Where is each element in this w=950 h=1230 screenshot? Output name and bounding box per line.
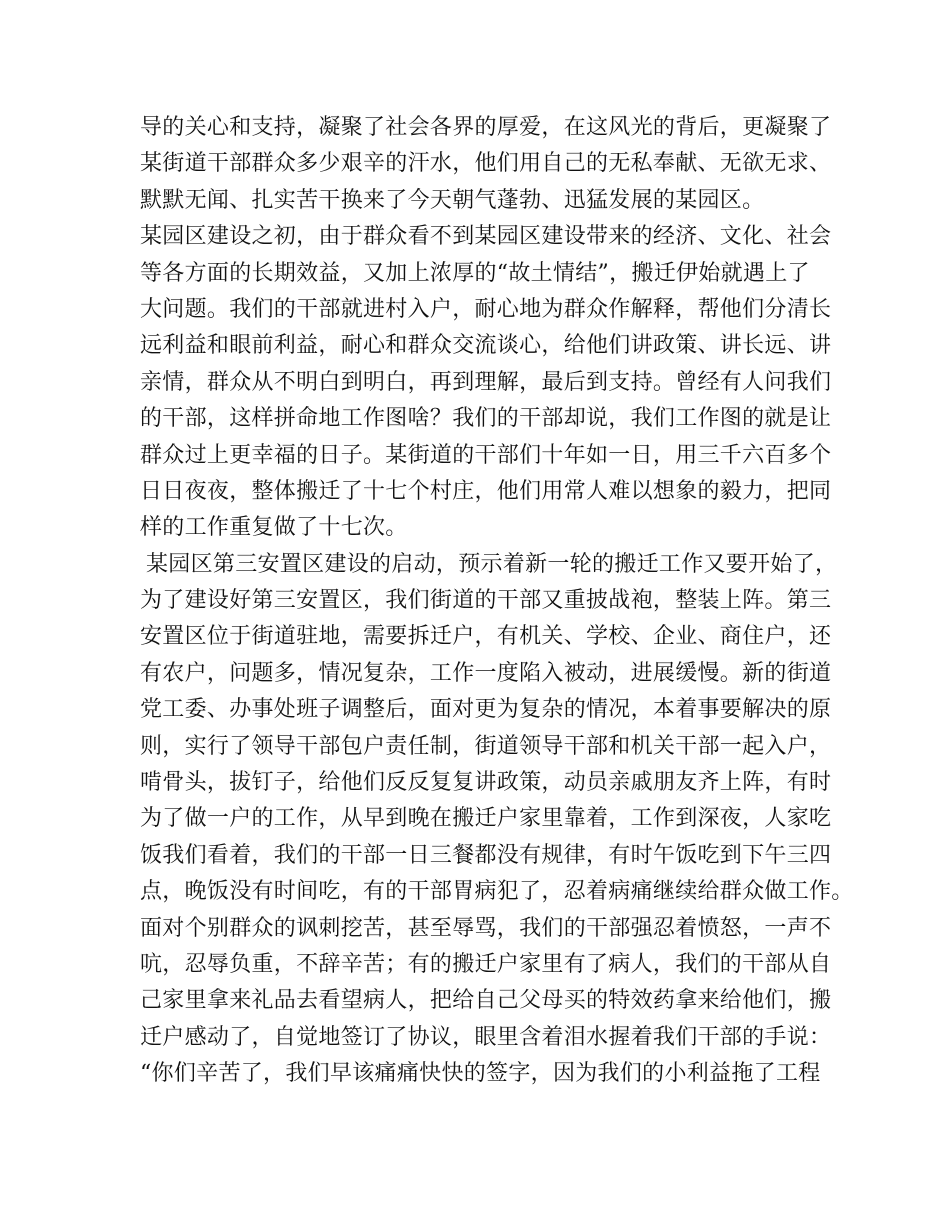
text-line: 面对个别群众的讽刺挖苦，甚至辱骂，我们的干部强忍着愤怒，一声不 bbox=[140, 915, 832, 941]
text-line: 为了做一户的工作，从早到晚在搬迁户家里靠着，工作到深夜，人家吃 bbox=[140, 806, 832, 832]
text-line: 己家里拿来礼品去看望病人，把给自己父母买的特效药拿来给他们，搬 bbox=[140, 988, 832, 1014]
text-line: 默默无闻、扎实苦干换来了今天朝气蓬勃、迅猛发展的某园区。 bbox=[140, 187, 765, 213]
text-line: 啃骨头，拔钉子，给他们反反复复讲政策，动员亲戚朋友齐上阵，有时 bbox=[140, 770, 832, 796]
text-line: 大问题。我们的干部就进村入户，耐心地为群众作解释，帮他们分清长 bbox=[140, 296, 832, 322]
text-line: 则，实行了领导干部包户责任制，街道领导干部和机关干部一起入户， bbox=[140, 733, 832, 759]
text-line: 点，晚饭没有时间吃，有的干部胃病犯了，忍着病痛继续给群众做工作。 bbox=[140, 879, 854, 905]
text-line: 样的工作重复做了十七次。 bbox=[140, 515, 408, 541]
text-line: 导的关心和支持，凝聚了社会各界的厚爱，在这风光的背后，更凝聚了 bbox=[140, 115, 832, 140]
text-line: 的干部，这样拼命地工作图啥？我们的干部却说，我们工作图的就是让 bbox=[140, 406, 832, 432]
text-line: 党工委、办事处班子调整后，面对更为复杂的情况，本着事要解决的原 bbox=[140, 697, 832, 723]
text-line: 日日夜夜，整体搬迁了十七个村庄，他们用常人难以想象的毅力，把同 bbox=[140, 478, 832, 504]
text-line: 有农户，问题多，情况复杂，工作一度陷入被动，进展缓慢。新的街道 bbox=[140, 660, 832, 686]
text-line: 安置区位于街道驻地，需要拆迁户，有机关、学校、企业、商住户，还 bbox=[140, 624, 832, 650]
text-line: 迁户感动了，自觉地签订了协议，眼里含着泪水握着我们干部的手说： bbox=[140, 1024, 832, 1050]
text-line: 某园区建设之初，由于群众看不到某园区建设带来的经济、文化、社会 bbox=[140, 224, 832, 250]
text-line: 亲情，群众从不明白到明白，再到理解，最后到支持。曾经有人问我们 bbox=[140, 369, 832, 395]
text-line: 某街道干部群众多少艰辛的汗水，他们用自己的无私奉献、无欲无求、 bbox=[140, 151, 832, 177]
text-line: “你们辛苦了，我们早该痛痛快快的签字，因为我们的小利益拖了工程 bbox=[140, 1061, 821, 1087]
text-line: 等各方面的长期效益，又加上浓厚的“故土情结”，搬迁伊始就遇上了 bbox=[140, 260, 810, 286]
text-line: 为了建设好第三安置区，我们街道的干部又重披战袍，整装上阵。第三 bbox=[140, 588, 832, 614]
body-text bbox=[140, 110, 854, 1093]
text-line: 某园区第三安置区建设的启动，预示着新一轮的搬迁工作又要开始了， bbox=[146, 551, 838, 577]
text-line: 远利益和眼前利益，耐心和群众交流谈心，给他们讲政策、讲长远、讲 bbox=[140, 333, 832, 359]
text-line: 吭，忍辱负重，不辞辛苦；有的搬迁户家里有了病人，我们的干部从自 bbox=[140, 951, 832, 977]
text-line: 群众过上更幸福的日子。某街道的干部们十年如一日，用三千六百多个 bbox=[140, 442, 832, 468]
text-line: 饭我们看着，我们的干部一日三餐都没有规律，有时午饭吃到下午三四 bbox=[140, 842, 832, 868]
